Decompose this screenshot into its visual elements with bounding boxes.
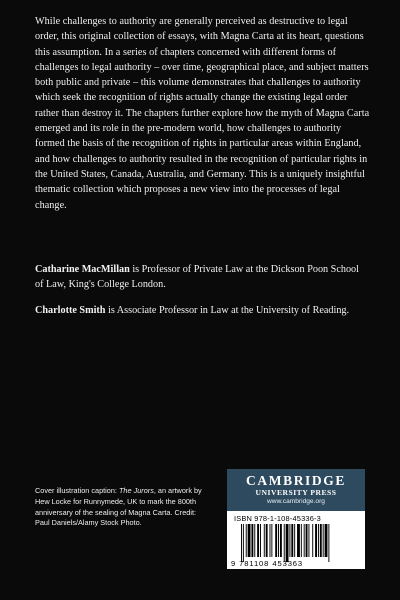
author-bio-1-text: is Professor of Private Law at the Dickson Poon School of Law, King's College London.	[35, 264, 359, 291]
publisher-logo-box	[227, 469, 365, 511]
author-name-1: Catharine MacMillan	[35, 264, 130, 275]
publisher-name-line1: CAMBRIDGE	[246, 473, 346, 488]
author-bio-1	[35, 262, 370, 293]
cover-illustration-caption	[35, 486, 203, 529]
isbn-label: ISBN 978-1-108-45336-3	[234, 514, 321, 523]
publisher-url: www.cambridge.org	[267, 498, 325, 505]
caption-artwork-title: The Jurors	[118, 486, 154, 495]
author-bio-2-text: is Associate Professor in Law at the University of Reading.	[105, 305, 350, 316]
author-name-2: Charlotte Smith	[35, 305, 106, 316]
caption-prefix: Cover illustration caption:	[35, 486, 119, 495]
caption-credit: , an artwork by Hew Locke for Runnymede, UK to mark the 800th anniversary of the sealing of Magna Carta. Credit: Paul Daniels/Alamy Stock Photo.	[35, 486, 202, 528]
author-bio-2	[35, 303, 370, 318]
publisher-name-line2: UNIVERSITY PRESS	[255, 488, 337, 497]
isbn-digits: 9 781108 453363	[231, 559, 304, 568]
isbn-barcode-panel	[227, 511, 365, 569]
book-description: While challenges to authority are generally perceived as destructive to legal order, this original collection of essays, with Magna Carta at its heart, questions this assumption. In a series of chapters concerned with different forms of challenges to legal authority – over time, geographical place, and subject matters both public and private – this volume demonstrates that challenges to authority which seek the recognition of rights actually change the existing legal order rather than destroy it. The chapters further explore how the myth of Magna Carta emerged and its role in the pre-modern world, how challenges to authority formed the basis of the recognition of rights in particular areas within England, and how challenges to authority resulted in the recognition of particular rights in the United States, Canada, Australia, and Germany. This is a uniquely insightful thematic collection which proposes a new view into the processes of legal change.	[35, 16, 370, 211]
barcode-icon	[241, 524, 353, 562]
